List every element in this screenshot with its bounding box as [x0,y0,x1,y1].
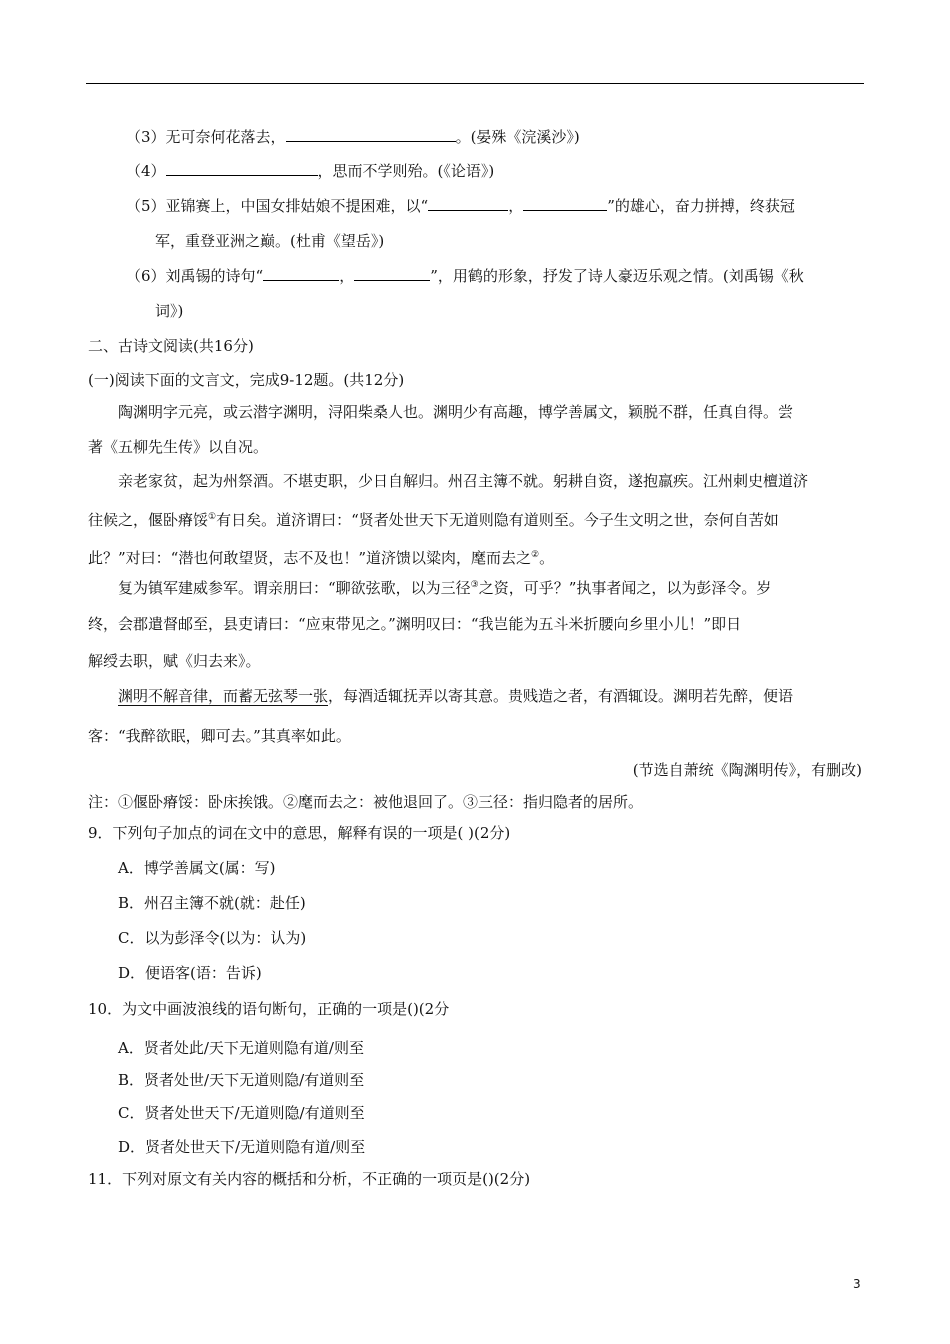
passage-p2-line2-b: 有日矣。道济谓曰：“贤者处世天下无道则隐有道则至。今子生文明之世，奈何自苦如 [216,511,779,529]
section-sub-heading: (一)阅读下面的文言文，完成9-12题。(共12分) [88,371,405,389]
header-rule [86,83,864,84]
q5-continuation: 军，重登亚洲之巅。(杜甫《望岳》) [155,232,385,250]
passage-source: (节选自萧统《陶渊明传》，有删改) [632,761,862,779]
passage-p2-line3 [88,548,554,568]
fill-in-q5 [126,196,795,216]
q4-num: （4） [126,162,166,180]
q9-option-c[interactable]: C．以为彭泽令(以为：认为) [118,929,307,947]
q9-option-d[interactable]: D．便语客(语：告诉) [118,964,262,982]
passage-p3-line1-b: 之资，可乎？”执事者闻之，以为彭泽令。岁 [478,579,772,597]
passage-p2-line2-a: 往候之，偃卧瘠馁 [88,511,209,529]
q5-post: ”的雄心，奋力拼搏，终获冠 [607,197,795,215]
passage-notes: 注：①偃卧瘠馁：卧床挨饿。②麾而去之：被他退回了。③三径：指归隐者的居所。 [88,793,644,811]
q10-option-c[interactable]: C．贤者处世天下/无道则隐/有道则至 [118,1104,365,1122]
q10-option-d[interactable]: D．贤者处世天下/无道则隐有道/则至 [118,1138,366,1156]
q6-post: ”，用鹤的形象，抒发了诗人豪迈乐观之情。(刘禹锡《秋 [430,267,804,285]
q5-mid: ， [508,197,524,215]
q5-blank-2[interactable] [523,196,607,211]
q10-option-b[interactable]: B．贤者处世/天下无道则隐/有道则至 [118,1071,365,1089]
q5-num: （5） [126,197,166,215]
q5-pre: 亚锦赛上，中国女排姑娘不提困难，以“ [165,197,429,215]
q4-post: ，思而不学则殆。(《论语》) [317,162,495,180]
q4-blank[interactable] [166,161,318,176]
passage-p1-line2: 著《五柳先生传》以自况。 [88,438,269,456]
q5-blank-1[interactable] [428,196,508,211]
q6-blank-1[interactable] [263,266,339,281]
q3-post: 。(晏殊《浣溪沙》) [455,128,580,146]
passage-p2-line3-a: 此？”对曰：“潜也何敢望贤，志不及也！”道济馈以粱肉，麾而去之 [88,549,532,567]
footnote-mark-1: ① [208,512,217,522]
fill-in-q3 [126,127,580,147]
passage-p3-line1 [118,578,771,598]
footnote-mark-3: ③ [470,580,479,590]
q3-num: （3） [126,128,166,146]
passage-p4-line2: 客：“我醉欲眠，卿可去。”其真率如此。 [88,727,351,745]
fill-in-q4 [126,161,494,181]
passage-p3-line1-a: 复为镇军建威参军。谓亲朋曰：“聊欲弦歌，以为三径 [118,579,471,597]
q10-stem: 10．为文中画波浪线的语句断句，正确的一项是()(2分 [88,1000,450,1018]
q6-pre: 刘禹锡的诗句“ [165,267,264,285]
passage-p2-line2 [88,510,779,530]
q6-mid: ， [339,267,355,285]
section-heading: 二、古诗文阅读(共16分) [88,337,254,355]
passage-p3-line3: 解绶去职，赋《归去来》。 [88,652,261,670]
q6-continuation: 词》) [155,302,184,320]
passage-p4-line1-rest: ，每酒适辄抚弄以寄其意。贵贱造之者，有酒辄设。渊明若先醉，便语 [328,687,794,705]
fill-in-q6 [126,266,804,286]
q10-option-a[interactable]: A．贤者处此/天下无道则隐有道/则至 [118,1039,364,1057]
passage-p1-line1: 陶渊明字元亮，或云潜字渊明，浔阳柴桑人也。渊明少有高趣，博学善属文，颖脱不群，任真自得。尝 [118,403,794,421]
page-number: 3 [853,1277,861,1291]
q6-num: （6） [126,267,166,285]
q11-stem: 11．下列对原文有关内容的概括和分析，不正确的一项页是()(2分) [88,1170,531,1188]
q6-blank-2[interactable] [354,266,430,281]
passage-p3-line2: 终，会郡遣督邮至，县吏请曰：“应束带见之。”渊明叹曰：“我岂能为五斗米折腰向乡里小儿！”即日 [88,615,742,633]
q3-pre: 无可奈何花落去， [165,128,286,146]
q9-option-a[interactable]: A．博学善属文(属：写) [118,859,276,877]
passage-p2-line3-b: 。 [539,549,555,567]
footnote-mark-2: ② [531,550,540,560]
underlined-sentence: 渊明不解音律，而蓄无弦琴一张 [118,687,329,705]
q9-option-b[interactable]: B．州召主簿不就(就：赴任) [118,894,306,912]
passage-p4-line1 [118,686,793,706]
q9-stem: 9．下列句子加点的词在文中的意思，解释有误的一项是( )(2分) [88,824,511,842]
q3-blank[interactable] [286,127,456,142]
passage-p2-line1: 亲老家贫，起为州祭酒。不堪吏职，少日自解归。州召主簿不就。躬耕自资，遂抱羸疾。江州刺史檀道济 [118,472,809,490]
